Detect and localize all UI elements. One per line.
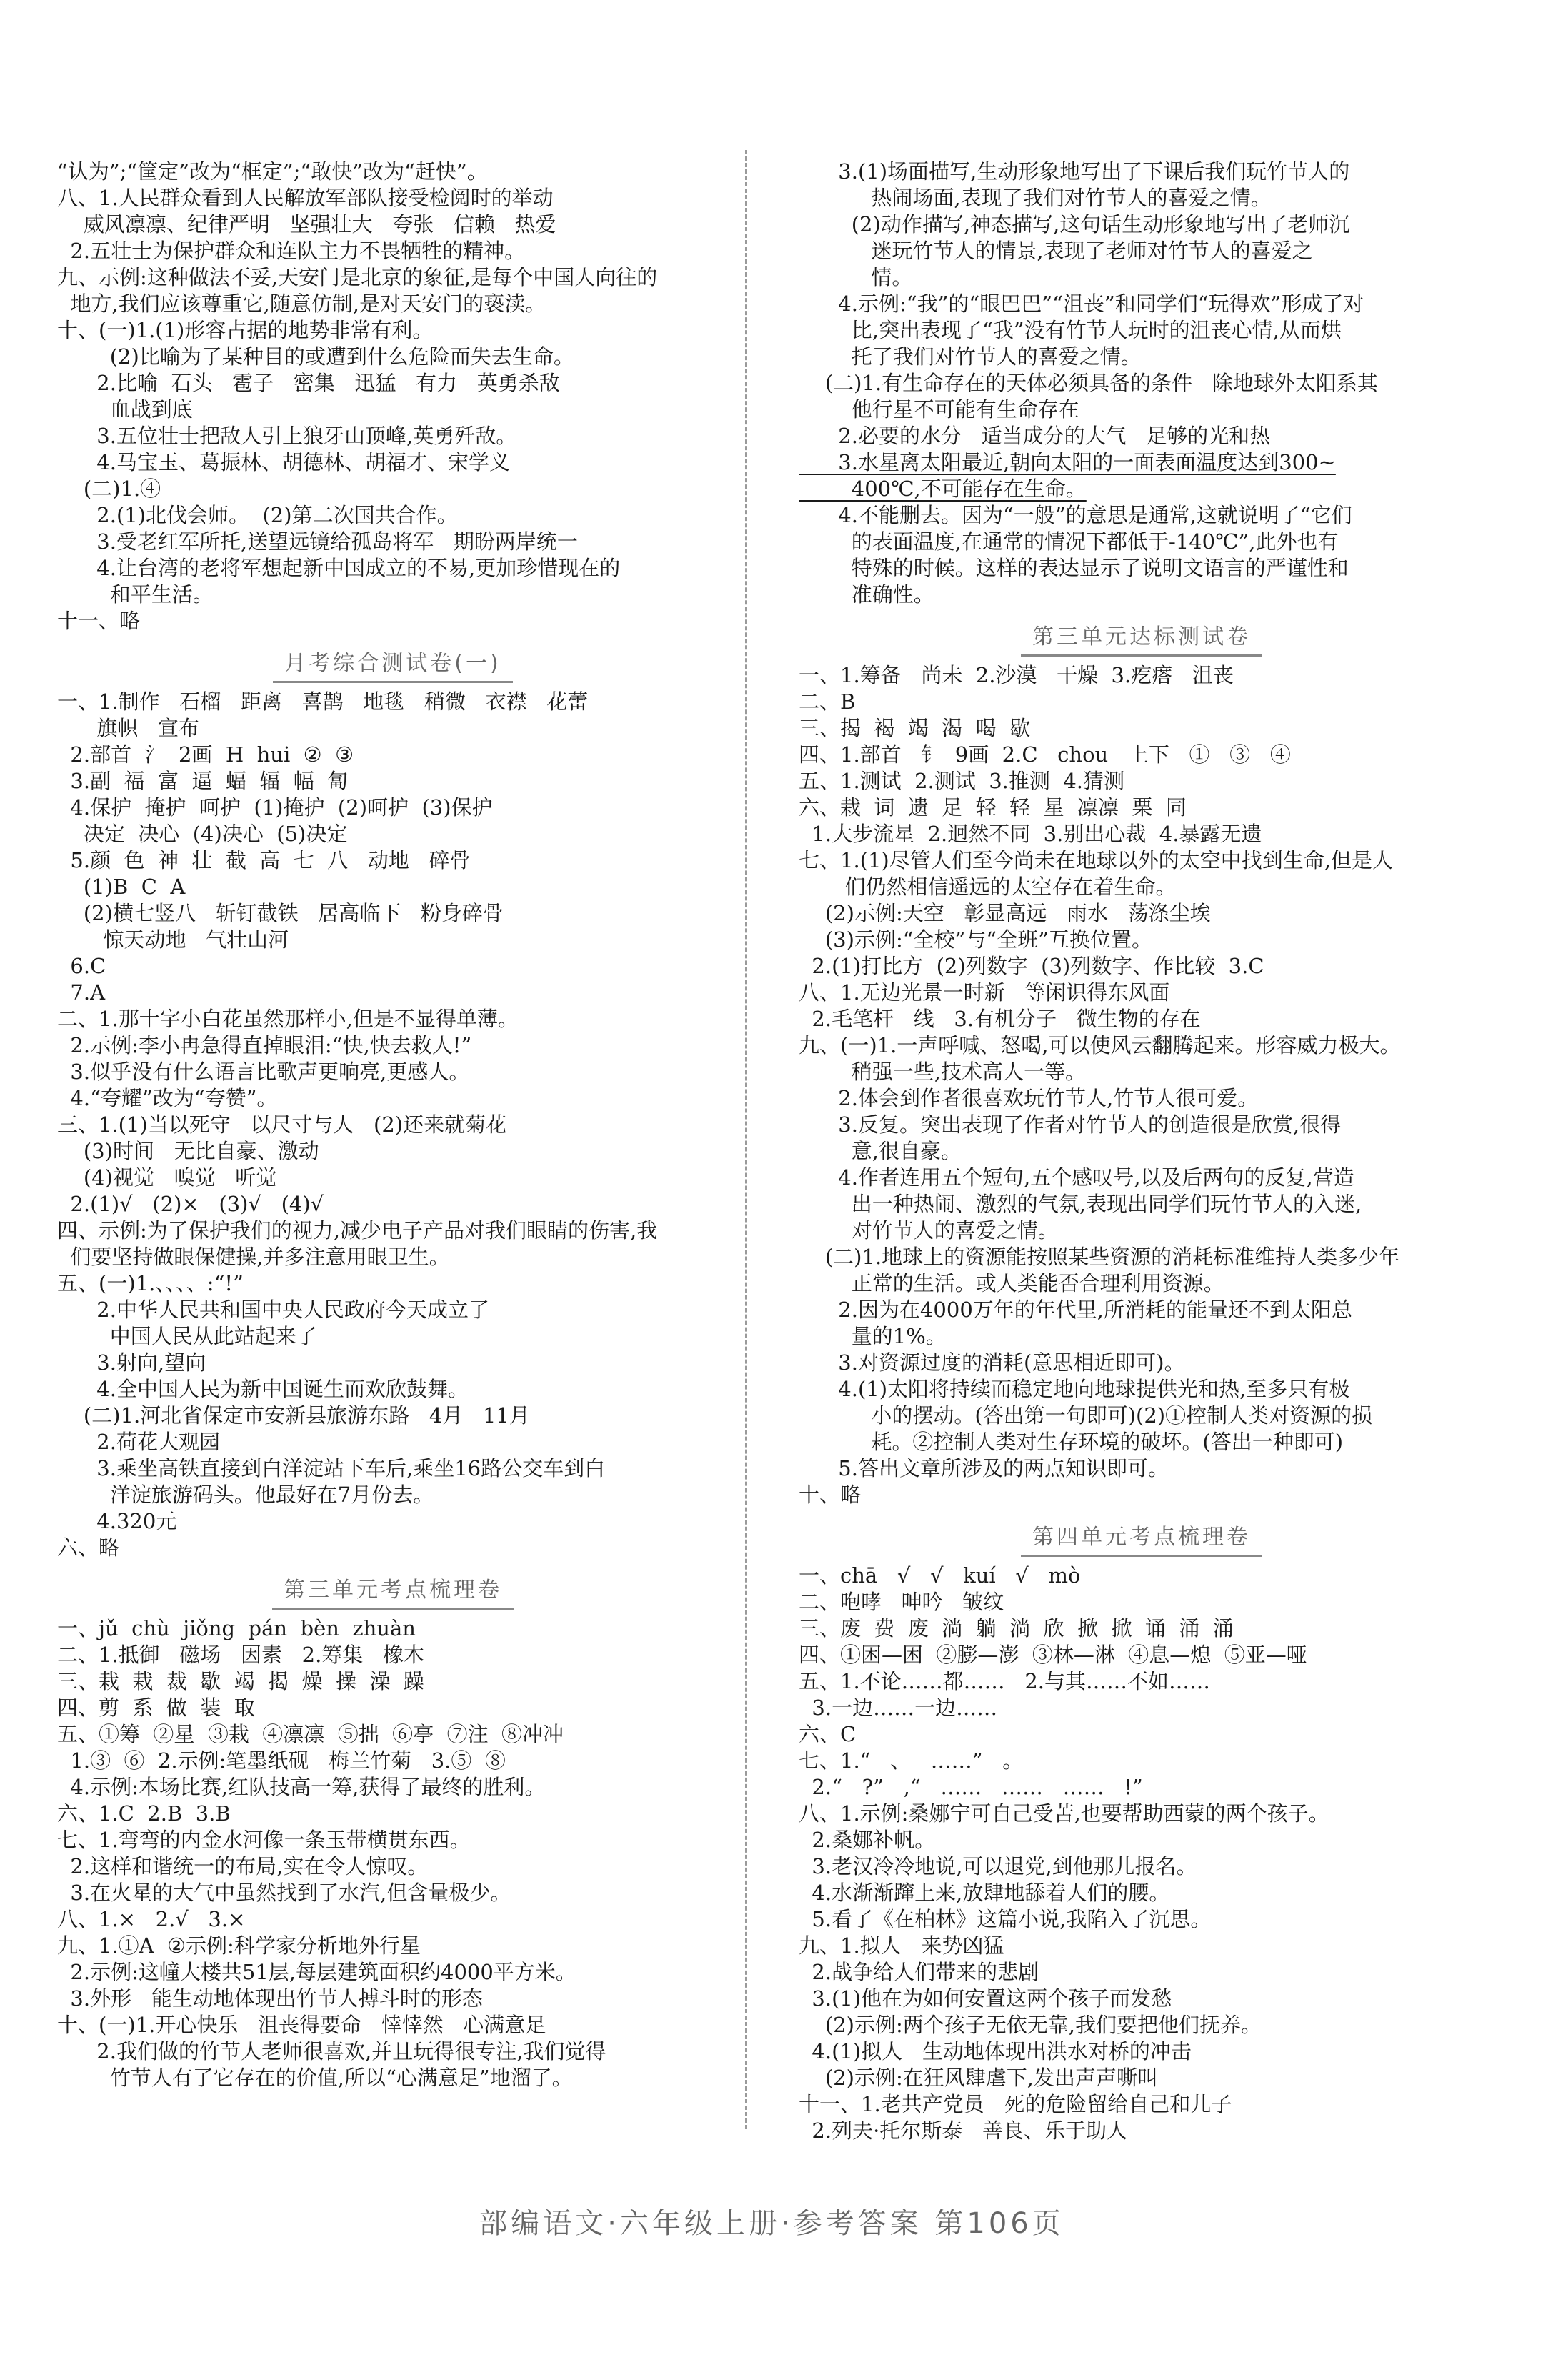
answer-line: 的表面温度,在通常的情况下都低于-140℃”,此外也有 xyxy=(799,529,1339,554)
section-heading xyxy=(57,1570,729,1611)
answer-line: 情。 xyxy=(799,265,913,289)
answer-line: 4.马宝玉、葛振林、胡德林、胡福才、宋学义 xyxy=(57,450,510,474)
answer-line: (3)时间 无比自豪、激动 xyxy=(57,1139,319,1163)
answer-line: 四、①困—困 ②膨—澎 ③林—淋 ④息—熄 ⑤亚—哑 xyxy=(799,1643,1307,1667)
answer-line: 九、示例:这种做法不妥,天安门是北京的象征,是每个中国人向往的 xyxy=(57,265,658,289)
answer-line: (2)示例:天空 彰显高远 雨水 荡涤尘埃 xyxy=(799,901,1211,925)
answer-line: 2.必要的水分 适当成分的大气 足够的光和热 xyxy=(799,424,1271,448)
answer-line: 2.(1)北伐会师。 (2)第二次国共合作。 xyxy=(57,503,458,527)
answer-line: 威风凛凛、纪律严明 坚强壮大 夸张 信赖 热爱 xyxy=(57,212,556,236)
answer-line: 4.示例:本场比赛,红队技高一筹,获得了最终的胜利。 xyxy=(57,1775,546,1799)
answer-line: 九、1.①A ②示例:科学家分析地外行星 xyxy=(57,1933,421,1958)
answer-line: 4.水渐渐蹿上来,放肆地舔着人们的腰。 xyxy=(799,1881,1170,1905)
section-heading-text: 第三单元达标测试卷 xyxy=(1021,619,1262,657)
answer-line: 六、略 xyxy=(57,1535,120,1560)
answer-line: 1.③ ⑥ 2.示例:笔墨纸砚 梅兰竹菊 3.⑤ ⑧ xyxy=(57,1748,506,1773)
answer-line: 对竹节人的喜爱之情。 xyxy=(799,1218,1059,1243)
answer-line: 三、1.(1)当以死守 以尺寸与人 (2)还来就菊花 xyxy=(57,1112,507,1137)
answer-line: 4.(1)太阳将持续而稳定地向地球提供光和热,至多只有极 xyxy=(799,1377,1350,1401)
answer-line: 他行星不可能有生命存在 xyxy=(799,397,1079,422)
answer-line: 3.似乎没有什么语言比歌声更响亮,更感人。 xyxy=(57,1060,470,1084)
answer-line: 十、(一)1.(1)形容占据的地势非常有利。 xyxy=(57,318,434,342)
answer-line: 二、咆哮 呻吟 皱纹 xyxy=(799,1590,1004,1614)
answer-line: 4.让台湾的老将军想起新中国成立的不易,更加珍惜现在的 xyxy=(57,556,621,580)
answer-line: 1.大步流星 2.迥然不同 3.别出心裁 4.暴露无遗 xyxy=(799,822,1262,846)
answer-line: (2)动作描写,神态描写,这句话生动形象地写出了老师沉 xyxy=(799,212,1350,236)
answer-line: 4.保护 掩护 呵护 (1)掩护 (2)呵护 (3)保护 xyxy=(57,795,493,820)
answer-line: 特殊的时候。这样的表达显示了说明文语言的严谨性和 xyxy=(799,556,1349,580)
answer-line: (2)比喻为了某种目的或遭到什么危险而失去生命。 xyxy=(57,344,574,369)
answer-line: (2)横七竖八 斩钉截铁 居高临下 粉身碎骨 xyxy=(57,901,504,925)
answer-line: 决定 决心 (4)决心 (5)决定 xyxy=(57,822,348,846)
answer-line: 托了我们对竹节人的喜爱之情。 xyxy=(799,344,1142,369)
answer-line: 3.(1)场面描写,生动形象地写出了下课后我们玩竹节人的 xyxy=(799,159,1350,184)
answer-line: 2.战争给人们带来的悲剧 xyxy=(799,1960,1039,1984)
answer-line: (3)示例:“全校”与“全班”互换位置。 xyxy=(799,927,1153,952)
answer-line: 三、栽 栽 裁 歇 竭 揭 燥 操 澡 躁 xyxy=(57,1669,424,1693)
answer-line: 四、剪 系 做 装 取 xyxy=(57,1696,255,1720)
answer-line: 400℃,不可能存在生命。 xyxy=(799,477,1087,501)
answer-line: 3.对资源过度的消耗(意思相近即可)。 xyxy=(799,1350,1185,1375)
answer-line: 4.320元 xyxy=(57,1509,177,1533)
answer-line: 五、①筹 ②星 ③栽 ④凛凛 ⑤拙 ⑥亭 ⑦注 ⑧冲冲 xyxy=(57,1722,564,1746)
answer-line: 六、栽 词 遗 足 轻 轻 星 凛凛 栗 同 xyxy=(799,795,1187,820)
answer-line: 稍强一些,技术高人一等。 xyxy=(799,1060,1086,1084)
answer-line: 2.体会到作者很喜欢玩竹节人,竹节人很可爱。 xyxy=(799,1086,1259,1110)
answer-line: 正常的生活。或人类能否合理利用资源。 xyxy=(799,1271,1224,1295)
answer-line: (1)B C A xyxy=(57,875,186,899)
answer-line: 耗。②控制人类对生存环境的破坏。(答出一种即可) xyxy=(799,1430,1344,1454)
answer-line: 2.这样和谐统一的布局,实在令人惊叹。 xyxy=(57,1854,429,1878)
answer-line: 六、C xyxy=(799,1722,857,1746)
answer-line: 九、1.拟人 来势凶猛 xyxy=(799,1933,1004,1958)
answer-line: 3.外形 能生动地体现出竹节人搏斗时的形态 xyxy=(57,1986,483,2011)
answer-line: 出一种热闹、激烈的气氛,表现出同学们玩竹节人的入迷, xyxy=(799,1192,1362,1216)
answer-line: 五、(一)1.、、、、:“!” xyxy=(57,1271,244,1295)
answer-line: 八、1.无边光景一时新 等闲识得东风面 xyxy=(799,980,1170,1005)
answer-line: 十、略 xyxy=(799,1483,862,1507)
answer-line: 一、1.制作 石榴 距离 喜鹊 地毯 稍微 衣襟 花蕾 xyxy=(57,689,589,714)
section-heading xyxy=(57,643,729,684)
answer-line: 十一、略 xyxy=(57,609,141,633)
answer-line: 四、示例:为了保护我们的视力,减少电子产品对我们眼睛的伤害,我 xyxy=(57,1218,658,1243)
answer-line: 三、揭 褐 竭 渴 喝 歇 xyxy=(799,716,1031,740)
answer-line: 3.五位壮士把敌人引上狼牙山顶峰,英勇歼敌。 xyxy=(57,424,517,448)
section-heading xyxy=(799,617,1484,658)
answer-line: 2.桑娜补帆。 xyxy=(799,1828,936,1852)
answer-line: 们仍然相信遥远的太空存在着生命。 xyxy=(799,875,1177,899)
answer-line: 7.A xyxy=(57,980,106,1005)
answer-line: 惊天动地 气壮山河 xyxy=(57,927,289,952)
answer-line: 地方,我们应该尊重它,随意仿制,是对天安门的亵渎。 xyxy=(57,292,546,316)
answer-line: 2.(1)打比方 (2)列数字 (3)列数字、作比较 3.C xyxy=(799,954,1264,978)
answer-line: 血战到底 xyxy=(57,397,193,422)
answer-line: 6.C xyxy=(57,954,106,978)
answer-line: 2.毛笔杆 线 3.有机分子 微生物的存在 xyxy=(799,1007,1201,1031)
answer-line: 八、1.× 2.√ 3.× xyxy=(57,1907,246,1931)
answer-line: 4.作者连用五个短句,五个感叹号,以及后两句的反复,营造 xyxy=(799,1165,1354,1190)
answer-line: 2.比喻 石头 雹子 密集 迅猛 有力 英勇杀敌 xyxy=(57,371,560,395)
answer-line: 四、1.部首 钅 9画 2.C chou 上下 ① ③ ④ xyxy=(799,742,1291,767)
answer-line: 3.一边……一边…… xyxy=(799,1696,998,1720)
answer-line: 二、1.抵御 磁场 因素 2.筹集 橡木 xyxy=(57,1643,424,1667)
answer-line: 2.荷花大观园 xyxy=(57,1430,220,1454)
answer-line: 3.水星离太阳最近,朝向太阳的一面表面温度达到300~ xyxy=(799,450,1336,474)
answer-line: 八、1.人民群众看到人民解放军部队接受检阅时的举动 xyxy=(57,186,554,210)
answer-line: 3.射向,望向 xyxy=(57,1350,206,1375)
answer-line: 七、1.弯弯的内金水河像一条玉带横贯东西。 xyxy=(57,1828,471,1852)
answer-line: 3.受老红军所托,送望远镜给孤岛将军 期盼两岸统一 xyxy=(57,529,578,554)
answer-line: (二)1.地球上的资源能按照某些资源的消耗标准维持人类多少年 xyxy=(799,1245,1400,1269)
answer-line: 2.因为在4000万年的年代里,所消耗的能量还不到太阳总 xyxy=(799,1298,1353,1322)
answer-line: 五、1.不论……都…… 2.与其……不如…… xyxy=(799,1669,1210,1693)
answer-line: 3.老汉冷冷地说,可以退党,到他那儿报名。 xyxy=(799,1854,1197,1878)
answer-line: 一、1.筹备 尚未 2.沙漠 干燥 3.疙瘩 沮丧 xyxy=(799,663,1234,687)
answer-line: 意,很自豪。 xyxy=(799,1139,962,1163)
answer-line: 二、1.那十字小白花虽然那样小,但是不显得单薄。 xyxy=(57,1007,519,1031)
answer-line: (4)视觉 嗅觉 听觉 xyxy=(57,1165,277,1190)
column-divider xyxy=(745,150,747,2129)
answer-line: 三、废 费 废 淌 躺 淌 欣 掀 掀 诵 涌 涌 xyxy=(799,1616,1234,1640)
answer-line: 4.“夸耀”改为“夸赞”。 xyxy=(57,1086,278,1110)
answer-line: (2)示例:在狂风肆虐下,发出声声嘶叫 xyxy=(799,2066,1158,2090)
answer-line: 5.看了《在柏林》这篇小说,我陷入了沉思。 xyxy=(799,1907,1212,1931)
answer-line: 2.示例:李小冉急得直掉眼泪:“快,快去救人!” xyxy=(57,1033,472,1057)
answer-line: 旗帜 宣布 xyxy=(57,716,199,740)
answer-line: (二)1.有生命存在的天体必须具备的条件 除地球外太阳系其 xyxy=(799,371,1378,395)
section-heading xyxy=(799,1517,1484,1558)
answer-line: 洋淀旅游码头。他最好在7月份去。 xyxy=(57,1483,434,1507)
answer-line: 2.(1)√ (2)× (3)√ (4)√ xyxy=(57,1192,324,1216)
answer-line: 2.我们做的竹节人老师很喜欢,并且玩得很专注,我们觉得 xyxy=(57,2039,606,2063)
answer-line: 十一、1.老共产党员 死的危险留给自己和儿子 xyxy=(799,2092,1232,2116)
answer-line: 七、1.(1)尽管人们至今尚未在地球以外的太空中找到生命,但是人 xyxy=(799,848,1393,872)
answer-line: 4.示例:“我”的“眼巴巴”“沮丧”和同学们“玩得欢”形成了对 xyxy=(799,292,1364,316)
answer-line: 竹节人有了它存在的价值,所以“心满意足”地溜了。 xyxy=(57,2066,573,2090)
answer-line: “认为”;“筐定”改为“框定”;“敢快”改为“赶快”。 xyxy=(57,159,488,184)
answer-line: 3.副 福 富 逼 蝠 辐 幅 匐 xyxy=(57,769,349,793)
answer-line: 4.(1)拟人 生动地体现出洪水对桥的冲击 xyxy=(799,2039,1192,2063)
right-column xyxy=(799,159,1484,2144)
answer-line: 4.不能删去。因为“一般”的意思是通常,这就说明了“它们 xyxy=(799,503,1352,527)
answer-line: 2.部首 氵 2画 H hui ② ③ xyxy=(57,742,354,767)
answer-line: 5.答出文章所涉及的两点知识即可。 xyxy=(799,1456,1169,1480)
answer-line: 们要坚持做眼保健操,并多注意用眼卫生。 xyxy=(57,1245,450,1269)
answer-line: 3.反复。突出表现了作者对竹节人的创造很是欣赏,很得 xyxy=(799,1112,1342,1137)
section-heading-text: 第三单元考点梳理卷 xyxy=(272,1572,514,1610)
answer-line: 2.中华人民共和国中央人民政府今天成立了 xyxy=(57,1298,489,1322)
answer-line: 3.(1)他在为如何安置这两个孩子而发愁 xyxy=(799,1986,1172,2011)
answer-line: 迷玩竹节人的情景,表现了老师对竹节人的喜爱之 xyxy=(799,239,1313,263)
answer-line: 七、1.“ 、 ……” 。 xyxy=(799,1748,1024,1773)
answer-line: (2)示例:两个孩子无依无靠,我们要把他们抚养。 xyxy=(799,2013,1262,2037)
answer-line: 3.在火星的大气中虽然找到了水汽,但含量极少。 xyxy=(57,1881,511,1905)
answer-line: 准确性。 xyxy=(799,582,934,607)
answer-line: 九、(一)1.一声呼喊、怒喝,可以使风云翻腾起来。形容威力极大。 xyxy=(799,1033,1401,1057)
answer-line: 五、1.测试 2.测试 3.推测 4.猜测 xyxy=(799,769,1124,793)
answer-line: 2.“ ?” ,“ …… …… …… !” xyxy=(799,1775,1143,1799)
answer-line: 小的摆动。(答出第一句即可)(2)①控制人类对资源的损 xyxy=(799,1403,1373,1428)
answer-line: 4.全中国人民为新中国诞生而欢欣鼓舞。 xyxy=(57,1377,469,1401)
answer-line: 二、B xyxy=(799,689,856,714)
answer-line: 一、chā √ √ kuí √ mò xyxy=(799,1563,1081,1588)
answer-line: (二)1.④ xyxy=(57,477,161,501)
answer-line: 比,突出表现了“我”没有竹节人玩时的沮丧心情,从而烘 xyxy=(799,318,1342,342)
answer-line: 和平生活。 xyxy=(57,582,214,607)
answer-line: (二)1.河北省保定市安新县旅游东路 4月 11月 xyxy=(57,1403,530,1428)
answer-line: 八、1.示例:桑娜宁可自己受苦,也要帮助西蒙的两个孩子。 xyxy=(799,1801,1329,1826)
section-heading-text: 月考综合测试卷(一) xyxy=(273,645,512,683)
page-footer: 部编语文·六年级上册·参考答案 第106页 xyxy=(479,2207,1064,2240)
answer-line: 十、(一)1.开心快乐 沮丧得要命 悻悻然 心满意足 xyxy=(57,2013,546,2037)
answer-line: 2.列夫·托尔斯泰 善良、乐于助人 xyxy=(799,2118,1127,2143)
answer-line: 5.颜 色 神 壮 截 高 七 八 动地 碎骨 xyxy=(57,848,471,872)
answer-line: 3.乘坐高铁直接到白洋淀站下车后,乘坐16路公交车到白 xyxy=(57,1456,606,1480)
answer-line: 热闹场面,表现了我们对竹节人的喜爱之情。 xyxy=(799,186,1272,210)
section-heading-text: 第四单元考点梳理卷 xyxy=(1021,1519,1262,1557)
answer-line: 一、jǔ chù jiǒng pán bèn zhuàn xyxy=(57,1616,416,1640)
answer-line: 2.五壮士为保护群众和连队主力不畏牺牲的精神。 xyxy=(57,239,526,263)
answer-line: 六、1.C 2.B 3.B xyxy=(57,1801,231,1826)
answer-line: 量的1%。 xyxy=(799,1324,947,1348)
answer-line: 2.示例:这幢大楼共51层,每层建筑面积约4000平方米。 xyxy=(57,1960,576,1984)
answer-line: 中国人民从此站起来了 xyxy=(57,1324,317,1348)
left-column xyxy=(57,159,729,2091)
